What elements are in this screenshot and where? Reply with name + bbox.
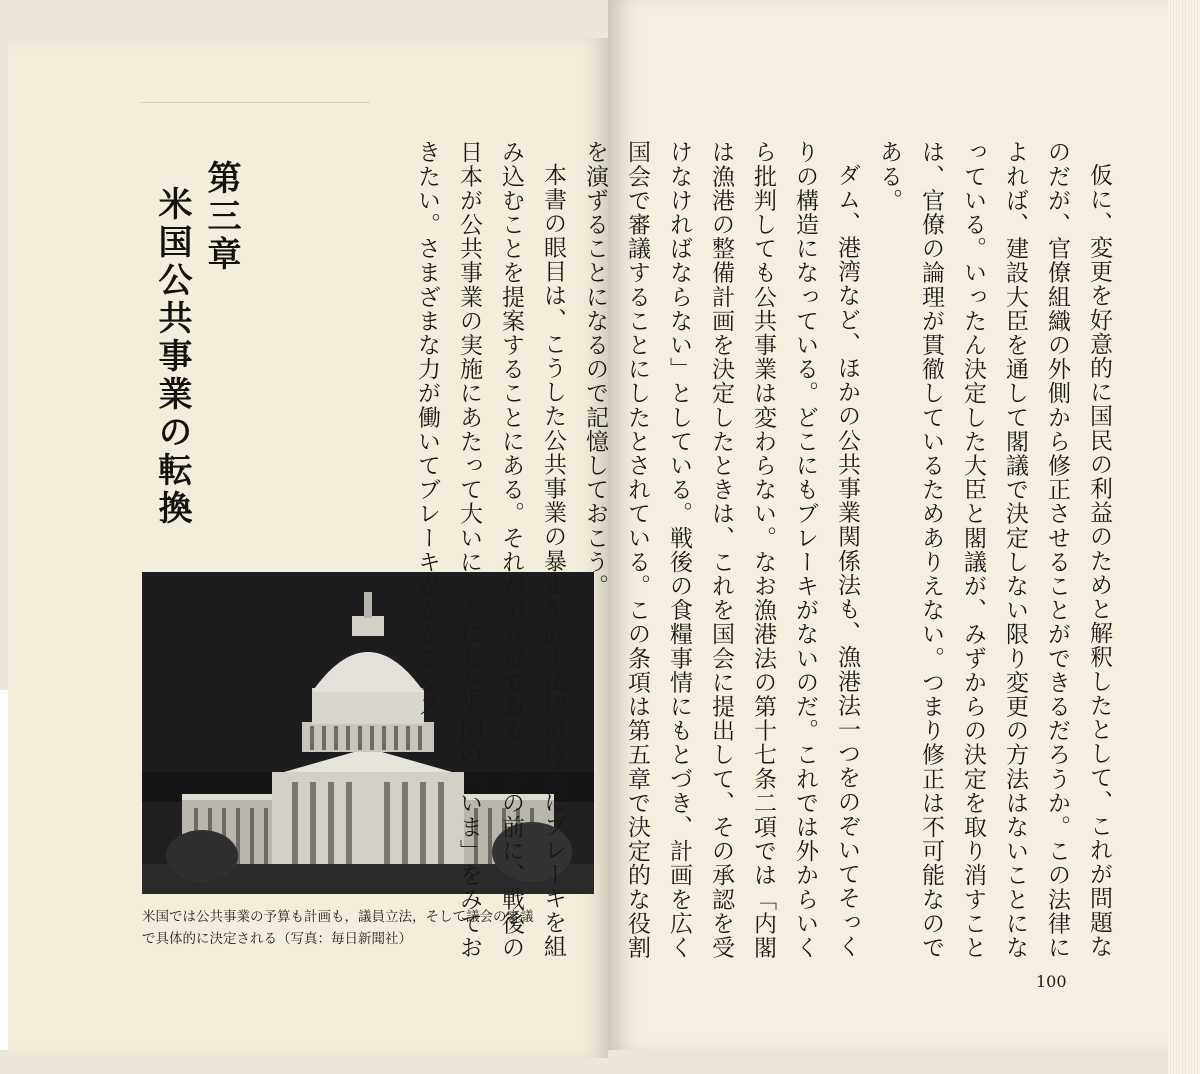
page-stack-edge [1168, 0, 1200, 1074]
paragraph-1: 仮に、変更を好意的に国民の利益のためと解釈したとして、これが問題なのだが、官僚組織の外側から修正させることができるだろうか。この法律によれば、建設大臣を通して閣議で決定しない限り変更の方法はないことになっている。いったん決定した大臣と閣議が、みずからの決定を取り消すことは、官僚の論理が貫徹しているためありえない。つまり修正は不可能なのである。 [876, 140, 1112, 960]
main-body-text [414, 140, 1120, 970]
caption-line-2: で具体的に決定される（写真：毎日新聞社） [142, 931, 412, 947]
chapter-name: 米国公共事業の転換 [152, 186, 192, 528]
paragraph-3: 本書の眼目は、こうした公共事業の暴走を許す法律の体系にブレーキを組み込むことを提案することにある。それが第五章である。その前に、戦後の日本が公共事業の実施にあたって大いに参考にした米国の「いま」をみておきたい。さまざまな力が働いてブレーキがかかるシス [414, 140, 566, 960]
bleed-through-running-head [140, 92, 370, 103]
page-number: 100 [1036, 972, 1067, 991]
paragraph-2: ダム、港湾など、ほかの公共事業関係法も、漁港法一つをのぞいてそっくりの構造になっている。どこにもブレーキがないのだ。これでは外からいくら批判しても公共事業は変わらない。なお漁港法の第十七条二項では「内閣は漁港の整備計画を決定したときは、これを国会に提出して、その承認を受けなければならない」としている。戦後の食糧事情にもとづき、計画を広く国会で審議することにしたとされている。この条項は第五章で決定的な役割を演ずることになるので記憶しておこう。 [582, 140, 860, 960]
background-edge [0, 690, 8, 1050]
chapter-number: 第三章 [201, 160, 241, 274]
caption-line-1: 米国では公共事業の予算も計画も，議員立法，そして議会の審議 [142, 909, 534, 925]
chapter-title [148, 160, 246, 540]
